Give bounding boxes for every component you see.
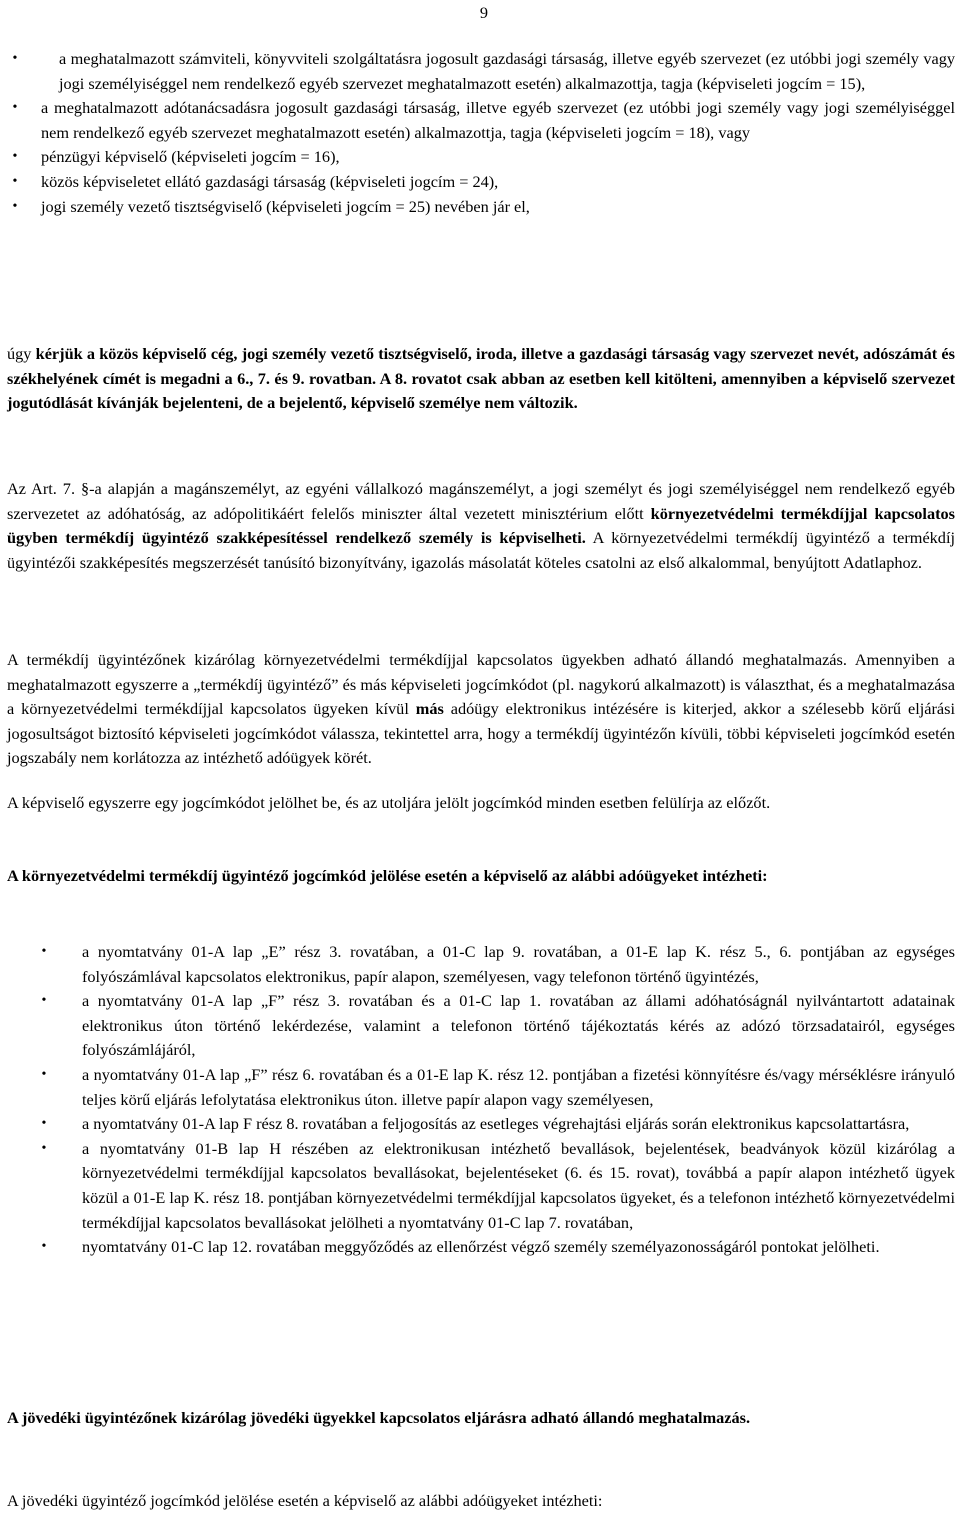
list-item <box>7 145 955 170</box>
bullet-icon: • <box>41 993 47 1009</box>
list-item-text: a nyomtatvány 01-B lap H részében az elektronikusan intézhető bevallások, bejelentések, beadványok közül kizárólag a környezetvédelmi termékdíjjal kapcsolatos bevallásokat, bejelentéseket (6. és 15. rovat), továbbá a papír alapon intézhető ügyek közül a 01-E lap K. rész 18. pontjában környezetvédelmi termékdíjjal kapcsolatos ügyeket, és a telefonon intézhető környezetvédelmi termékdíjjal kapcsolatos bevallásokat jelölheti a nyomtatvány 01-C lap 7. rovatában, <box>82 1138 955 1232</box>
bullet-icon: • <box>12 51 18 66</box>
list-item <box>7 1063 955 1112</box>
paragraph-bold: más <box>415 699 444 719</box>
heading-excise-agent: A jövedéki ügyintézőnek kizárólag jövedéki ügyekkel kapcsolatos eljárásra adható állandó meghatalmazás. <box>7 1408 751 1427</box>
list-item <box>7 989 955 1063</box>
paragraph-text: A környezetvédelmi termékdíj ügyintéző a termékdíj ügyintézői szakképesítés megszerzését tanúsító bizonyítvány, igazolás másolatát köteles csatolni az első alkalommal, benyújtott Adatlaphoz. <box>7 528 955 572</box>
paragraph-text: adóügy elektronikus intézésére is kiterjed, akkor a szélesebb körű eljárási jogosultságot biztosító képviseleti jogcímkódot válassza, tekintettel arra, hogy a termékdíj ügyintézőn kívüli, többi képviseleti jogcímkód esetén jogszabály nem korlátozza az intézhető adóügyek körét. <box>7 699 955 768</box>
bullet-icon: • <box>12 149 18 165</box>
paragraph-text: Az Art. 7. §-a alapján a magánszemélyt, az egyéni vállalkozó magánszemélyt, a jogi személyt és jogi személyiséggel nem rendelkező egyéb szervezetet az adóhatóság, az adópolitikáért felelős miniszter által vezetett minisztérium előtt <box>7 479 955 523</box>
paragraph-bold: kérjük a közös képviselő cég, jogi személy vezető tisztségviselő, iroda, illetve a gazdasági társaság vagy szervezet nevét, adószámát és székhelyének címét is megadni a 6., 7. és 9. rovatban. A 8. rovatot csak abban az esetben kell kitölteni, amennyiben a képviselő szervezet jogutódlását kívánják bejelenteni, de a bejelentő, képviselő személye nem változik. <box>7 344 955 413</box>
list-item-text: nyomtatvány 01-C lap 12. rovatában meggyőződés az ellenőrzést végző személy személyazonosságáról pontokat jelölheti. <box>82 1237 880 1257</box>
paragraph-lead: úgy <box>7 344 36 363</box>
list-item <box>7 1235 955 1260</box>
list-item <box>7 47 955 96</box>
list-item-text: a nyomtatvány 01-A lap „E” rész 3. rovatában, a 01-C lap 9. rovatában, a 01-E lap K. rész 5., 6. pontjában az egységes folyószámlával kapcsolatos elektronikus, papír alapon, személyesen, vagy telefonon történő ügyintézés, <box>82 942 955 986</box>
paragraph-single-code: A képviselő egyszerre egy jogcímkódot jelölhet be, és az utoljára jelölt jogcímkód minden esetben felülírja az előzőt. <box>7 793 771 812</box>
list-item <box>7 1137 955 1235</box>
bullet-icon: • <box>12 173 18 189</box>
bullet-icon: • <box>41 1140 47 1156</box>
paragraph-bold: környezetvédelmi termékdíjjal kapcsolatos ügyben termékdíj ügyintéző szakképesítéssel rendelkező személy is képviselheti. <box>7 503 955 548</box>
product-fee-tasks-list <box>7 940 955 1260</box>
list-item-text: a meghatalmazott számviteli, könyvviteli szolgáltatásra jogosult gazdasági társaság, illetve egyéb szervezet (ez utóbbi jogi személy vagy jogi személyiséggel nem rendelkező egyéb szervezet meghatalmazott esetén) alkalmazottja, tagja (képviseleti jogcím = 15), <box>59 49 955 93</box>
paragraph-company-details <box>7 342 955 416</box>
list-item <box>7 96 955 145</box>
list-item-text: jogi személy vezető tisztségviselő (képviseleti jogcím = 25) nevében jár el, <box>41 196 530 216</box>
heading-product-fee-code: A környezetvédelmi termékdíj ügyintéző jogcímkód jelölése esetén a képviselő az alábbi adóügyeket intézheti: <box>7 866 768 885</box>
bullet-icon: • <box>41 1239 47 1255</box>
list-item <box>7 195 955 220</box>
list-item <box>7 940 955 989</box>
bullet-icon: • <box>41 1066 47 1082</box>
bullet-icon: • <box>41 944 47 959</box>
list-item-text: a nyomtatvány 01-A lap „F” rész 3. rovatában és a 01-C lap 1. rovatában az állami adóhatóságnál nyilvántartott adatainak elektronikus úton történő lekérdezése, valamint a telefonon történő tájékoztatás kérés az adózó törzsadatairól, egységes folyószámlájáról, <box>82 991 955 1060</box>
representation-type-list <box>7 47 955 219</box>
list-item <box>7 1112 955 1137</box>
list-item <box>7 170 955 195</box>
bullet-icon: • <box>41 1116 47 1132</box>
list-item-text: a nyomtatvány 01-A lap „F” rész 6. rovatában és a 01-E lap K. rész 12. pontjában a fizetési könnyítésre és/vagy mérséklésre irányuló teljes körű eljárás lefolytatása elektronikus úton. illetve papír alapon vagy személyesen, <box>82 1064 955 1109</box>
bullet-icon: • <box>12 100 18 116</box>
list-item-text: a meghatalmazott adótanácsadásra jogosult gazdasági társaság, illetve egyéb szervezet (ez utóbbi jogi személy vagy jogi személyiséggel nem rendelkező egyéb szervezet meghatalmazott esetén) alkalmazottja, tagja (képviseleti jogcím = 18), vagy <box>41 98 955 142</box>
paragraph-art7 <box>7 477 955 575</box>
paragraph-text: A termékdíj ügyintézőnek kizárólag környezetvédelmi termékdíjjal kapcsolatos ügyekben adható állandó meghatalmazás. Amennyiben a meghatalmazott egyszerre a „termékdíj ügyintéző” és más képviseleti jogcímkódot (pl. nagykorú alkalmazott) is választhat, és a meghatalmazása a környezetvédelmi termékdíjjal kapcsolatos ügyeken kívül <box>7 650 955 719</box>
paragraph-excise-code: A jövedéki ügyintéző jogcímkód jelölése esetén a képviselő az alábbi adóügyeket intézheti: <box>7 1491 603 1510</box>
paragraph-product-fee-agent <box>7 648 955 771</box>
list-item-text: a nyomtatvány 01-A lap F rész 8. rovatában a feljogosítás az esetleges végrehajtási eljárás során elektronikus kapcsolattartásra, <box>82 1114 910 1134</box>
page-number: 9 <box>479 3 489 22</box>
list-item-text: közös képviseletet ellátó gazdasági társaság (képviseleti jogcím = 24), <box>41 171 499 191</box>
bullet-icon: • <box>12 198 18 214</box>
list-item-text: pénzügyi képviselő (képviseleti jogcím = 16), <box>41 147 340 167</box>
